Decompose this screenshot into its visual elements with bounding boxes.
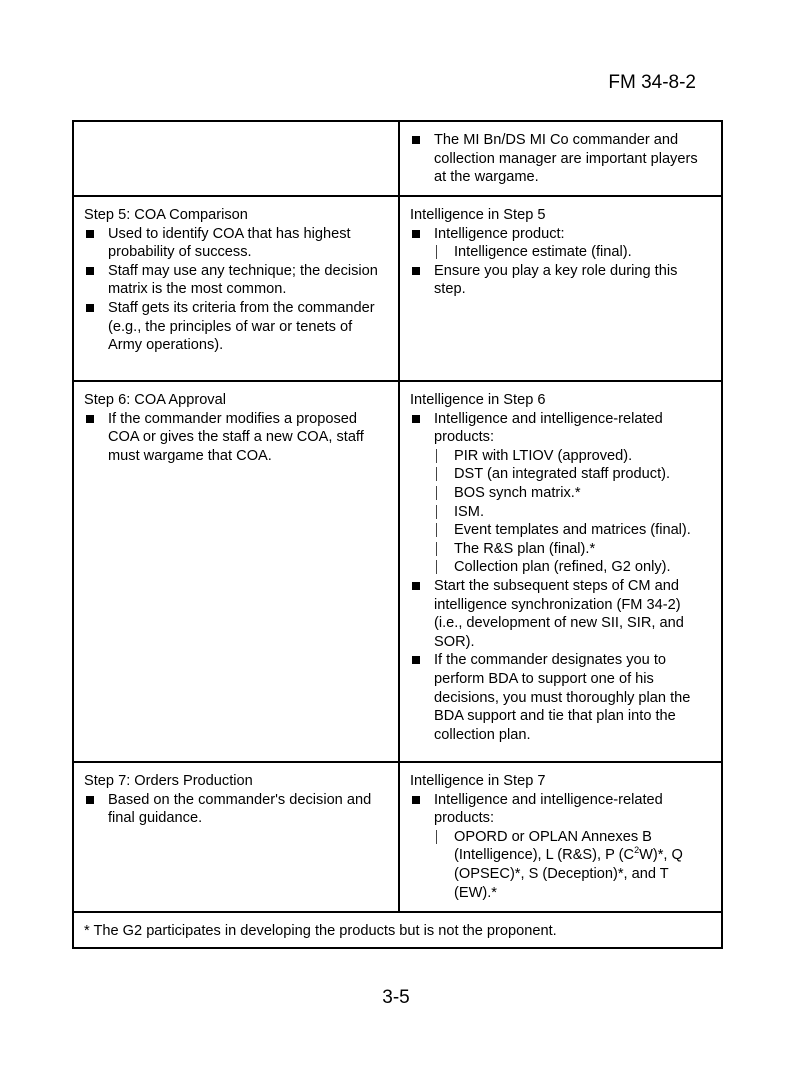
- sub-item: [434, 558, 711, 577]
- footnote: * The G2 participates in developing the products but is not the proponent.: [73, 912, 722, 948]
- sub-item: [434, 243, 711, 262]
- sub-list: [434, 828, 711, 902]
- sub-list: [434, 243, 711, 262]
- square-bullet-icon: [412, 656, 420, 664]
- intel-step6-cell: [399, 381, 722, 762]
- square-bullet-icon: [86, 267, 94, 275]
- square-bullet-icon: [412, 136, 420, 144]
- list-item: [84, 299, 388, 355]
- step6-cell: [73, 381, 399, 762]
- step7-cell: [73, 762, 399, 912]
- sub-item: [434, 521, 711, 540]
- bullet-text: Ensure you play a key role during this step.: [434, 262, 678, 298]
- list-item: [410, 131, 711, 187]
- bar-bullet-icon: [436, 830, 437, 844]
- sub-item: [434, 465, 711, 484]
- sub-item: [434, 540, 711, 559]
- bullet-list: [410, 225, 711, 299]
- page-number: 3-5: [382, 987, 410, 1008]
- sub-text: Collection plan (refined, G2 only).: [454, 559, 671, 576]
- sub-text: Event templates and matrices (final).: [454, 522, 691, 539]
- bar-bullet-icon: [436, 523, 437, 537]
- bullet-list: [410, 410, 711, 745]
- step-title: Step 7: Orders Production: [84, 773, 253, 789]
- bullet-text: If the commander designates you to perform BDA to support one of his decisions, you must thoroughly plan the BDA support and tie that plan into the collection plan.: [434, 652, 691, 743]
- sub-item: [434, 484, 711, 503]
- bullet-text: Intelligence and intelligence-related products:: [434, 410, 663, 446]
- bullet-text: Intelligence and intelligence-related products:: [434, 791, 663, 827]
- bar-bullet-icon: [436, 245, 437, 259]
- list-item: [410, 791, 711, 903]
- table-row: [73, 912, 722, 948]
- right-cell-wargame: [399, 121, 722, 196]
- sub-text: Intelligence estimate (final).: [454, 244, 632, 261]
- intel-title: Intelligence in Step 5: [410, 207, 546, 223]
- bar-bullet-icon: [436, 560, 437, 574]
- sub-text-before: OPORD or OPLAN Annexes B (Intelligence), L (R&S), P (C: [454, 828, 652, 864]
- document-id: FM 34-8-2: [608, 72, 696, 93]
- bullet-list: [410, 131, 711, 187]
- bullet-text: Start the subsequent steps of CM and intelligence synchronization (FM 34-2) (i.e., development of new SII, SIR, and SOR).: [434, 577, 684, 650]
- staff-steps-table: [72, 120, 723, 949]
- square-bullet-icon: [86, 796, 94, 804]
- bullet-list: [84, 410, 388, 466]
- bullet-text: Based on the commander's decision and final guidance.: [108, 791, 372, 827]
- sub-list: [434, 447, 711, 577]
- list-item: [410, 577, 711, 651]
- sub-text: [454, 829, 683, 901]
- intel-title: Intelligence in Step 6: [410, 392, 546, 408]
- square-bullet-icon: [412, 230, 420, 238]
- bullet-text: If the commander modifies a proposed COA or gives the staff a new COA, staff must wargame that COA.: [108, 410, 364, 464]
- intel-step5-cell: [399, 196, 722, 381]
- bullet-text: Intelligence product:: [434, 225, 565, 242]
- bar-bullet-icon: [436, 467, 437, 481]
- list-item: [84, 791, 388, 828]
- step5-cell: [73, 196, 399, 381]
- bullet-list: [84, 225, 388, 355]
- list-item: [84, 262, 388, 299]
- sub-text: ISM.: [454, 503, 484, 520]
- square-bullet-icon: [412, 796, 420, 804]
- sub-text: The R&S plan (final).*: [454, 540, 596, 557]
- table-row: [73, 196, 722, 381]
- bar-bullet-icon: [436, 505, 437, 519]
- square-bullet-icon: [412, 582, 420, 590]
- sub-item: [434, 503, 711, 522]
- sub-text: PIR with LTIOV (approved).: [454, 447, 633, 464]
- bar-bullet-icon: [436, 449, 437, 463]
- step-title: Step 6: COA Approval: [84, 392, 226, 408]
- intel-title: Intelligence in Step 7: [410, 773, 546, 789]
- sub-text: DST (an integrated staff product).: [454, 466, 671, 483]
- list-item: [84, 410, 388, 466]
- square-bullet-icon: [412, 415, 420, 423]
- intel-step7-cell: [399, 762, 722, 912]
- list-item: [410, 410, 711, 577]
- list-item: [410, 225, 711, 262]
- list-item: [84, 225, 388, 262]
- square-bullet-icon: [86, 304, 94, 312]
- sub-text-after: W)*, Q (OPSEC)*, S (Deception)*, and T (EW).*: [454, 847, 683, 901]
- square-bullet-icon: [412, 267, 420, 275]
- bullet-text: Staff may use any technique; the decision matrix is the most common.: [108, 262, 378, 298]
- sub-item: [434, 447, 711, 466]
- table-row: [73, 121, 722, 196]
- step-title: Step 5: COA Comparison: [84, 207, 248, 223]
- list-item: [410, 651, 711, 744]
- sub-item: [434, 828, 711, 902]
- table-row: [73, 381, 722, 762]
- sub-text: BOS synch matrix.*: [454, 484, 581, 501]
- bullet-text: The MI Bn/DS MI Co commander and collection manager are important players at the wargame.: [434, 132, 698, 186]
- bar-bullet-icon: [436, 542, 437, 556]
- list-item: [410, 262, 711, 299]
- square-bullet-icon: [86, 230, 94, 238]
- bar-bullet-icon: [436, 486, 437, 500]
- bullet-list: [84, 791, 388, 828]
- table-row: [73, 762, 722, 912]
- bullet-text: Used to identify COA that has highest probability of success.: [108, 225, 351, 261]
- bullet-list: [410, 791, 711, 903]
- left-cell-empty: [73, 121, 399, 196]
- square-bullet-icon: [86, 415, 94, 423]
- superscript: 2: [634, 845, 640, 856]
- bullet-text: Staff gets its criteria from the commander (e.g., the principles of war or tenets of Army operations).: [108, 299, 375, 354]
